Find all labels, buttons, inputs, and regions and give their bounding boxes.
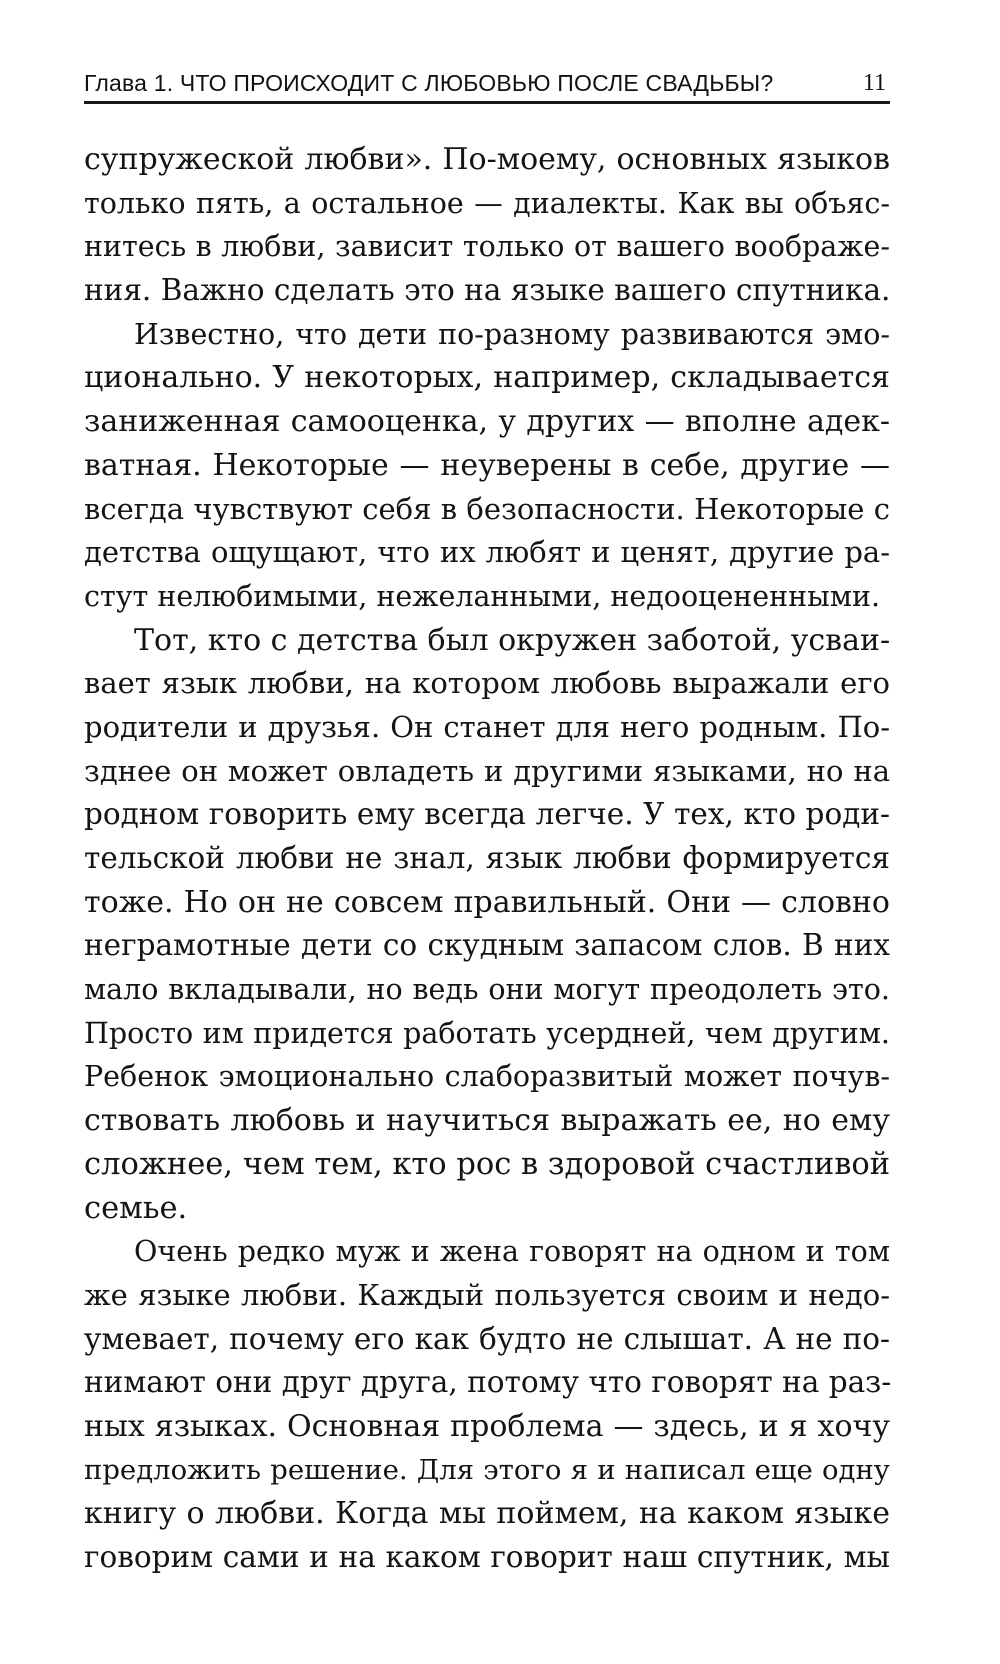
text-line: книгу о любви. Когда мы поймем, на каком языке — [84, 1496, 890, 1532]
text-line: ных языках. Основная проблема — здесь, и я хочу — [84, 1408, 890, 1444]
text-line: Просто им придется работать усердней, чем другим. — [84, 1016, 890, 1050]
text-line: же языке любви. Каждый пользуется своим и недо- — [84, 1277, 890, 1312]
text-line: родители и друзья. Он станет для него родным. По- — [84, 709, 890, 744]
text-line: супружеской любви». По-моему, основных языков — [84, 142, 890, 177]
text-line: мало вкладывали, но ведь они могут преодолеть это. — [84, 973, 890, 1007]
text-line: детства ощущают, что их любят и ценят, другие ра- — [84, 535, 890, 570]
text-line: зднее он может овладеть и другими языками, но на — [84, 753, 890, 788]
text-line: только пять, а остальное — диалекты. Как вы объяс- — [84, 186, 890, 220]
text-line: стут нелюбимыми, нежеланными, недооцененными. — [84, 579, 881, 613]
text-line: умевает, почему его как будто не слышат. А не по- — [84, 1321, 890, 1356]
text-line: всегда чувствуют себя в безопасности. Некоторые с — [84, 491, 890, 526]
text-line: Ребенок эмоционально слаборазвитый может почув- — [84, 1060, 890, 1094]
text-line: Известно, что дети по-разному развиваются эмо- — [134, 317, 890, 351]
text-line: сложнее, чем тем, кто рос в здоровой счастливой — [84, 1146, 891, 1182]
text-line: неграмотные дети со скудным запасом слов. В них — [84, 928, 890, 963]
running-title: Глава 1. ЧТО ПРОИСХОДИТ С ЛЮБОВЬЮ ПОСЛЕ СВАДЬБЫ? — [84, 70, 774, 96]
text-line: вает язык любви, на котором любовь выражали его — [84, 666, 890, 701]
body-text — [84, 138, 890, 1580]
text-line: родном говорить ему всегда легче. У тех, кто роди- — [84, 797, 890, 832]
text-line: предложить решение. Для этого я и написал еще одну — [84, 1453, 890, 1486]
page-header — [84, 66, 890, 104]
text-line: говорим сами и на каком говорит наш спутник, мы — [84, 1540, 890, 1574]
text-line: тоже. Но он не совсем правильный. Они — словно — [84, 884, 890, 920]
text-line: тельской любви не знал, язык любви формируется — [84, 841, 890, 875]
text-line: ционально. У некоторых, например, складывается — [84, 360, 890, 396]
text-line: ствовать любовь и научиться выражать ее, но ему — [84, 1103, 890, 1139]
page-number: 11 — [862, 70, 886, 96]
text-line: семье. — [84, 1190, 188, 1226]
text-line: заниженная самооценка, у других — вполне адек- — [84, 404, 890, 440]
text-line: ватная. Некоторые — неуверены в себе, другие — — [84, 447, 890, 483]
text-line: ния. Важно сделать это на языке вашего спутника. — [84, 273, 891, 308]
text-line: Тот, кто с детства был окружен заботой, усваи- — [134, 622, 891, 658]
text-line: Очень редко муж и жена говорят на одном и том — [134, 1235, 890, 1269]
text-line: нимают они друг друга, потому что говорят на раз- — [84, 1365, 892, 1400]
text-line: нитесь в любви, зависит только от вашего воображе- — [84, 230, 890, 264]
